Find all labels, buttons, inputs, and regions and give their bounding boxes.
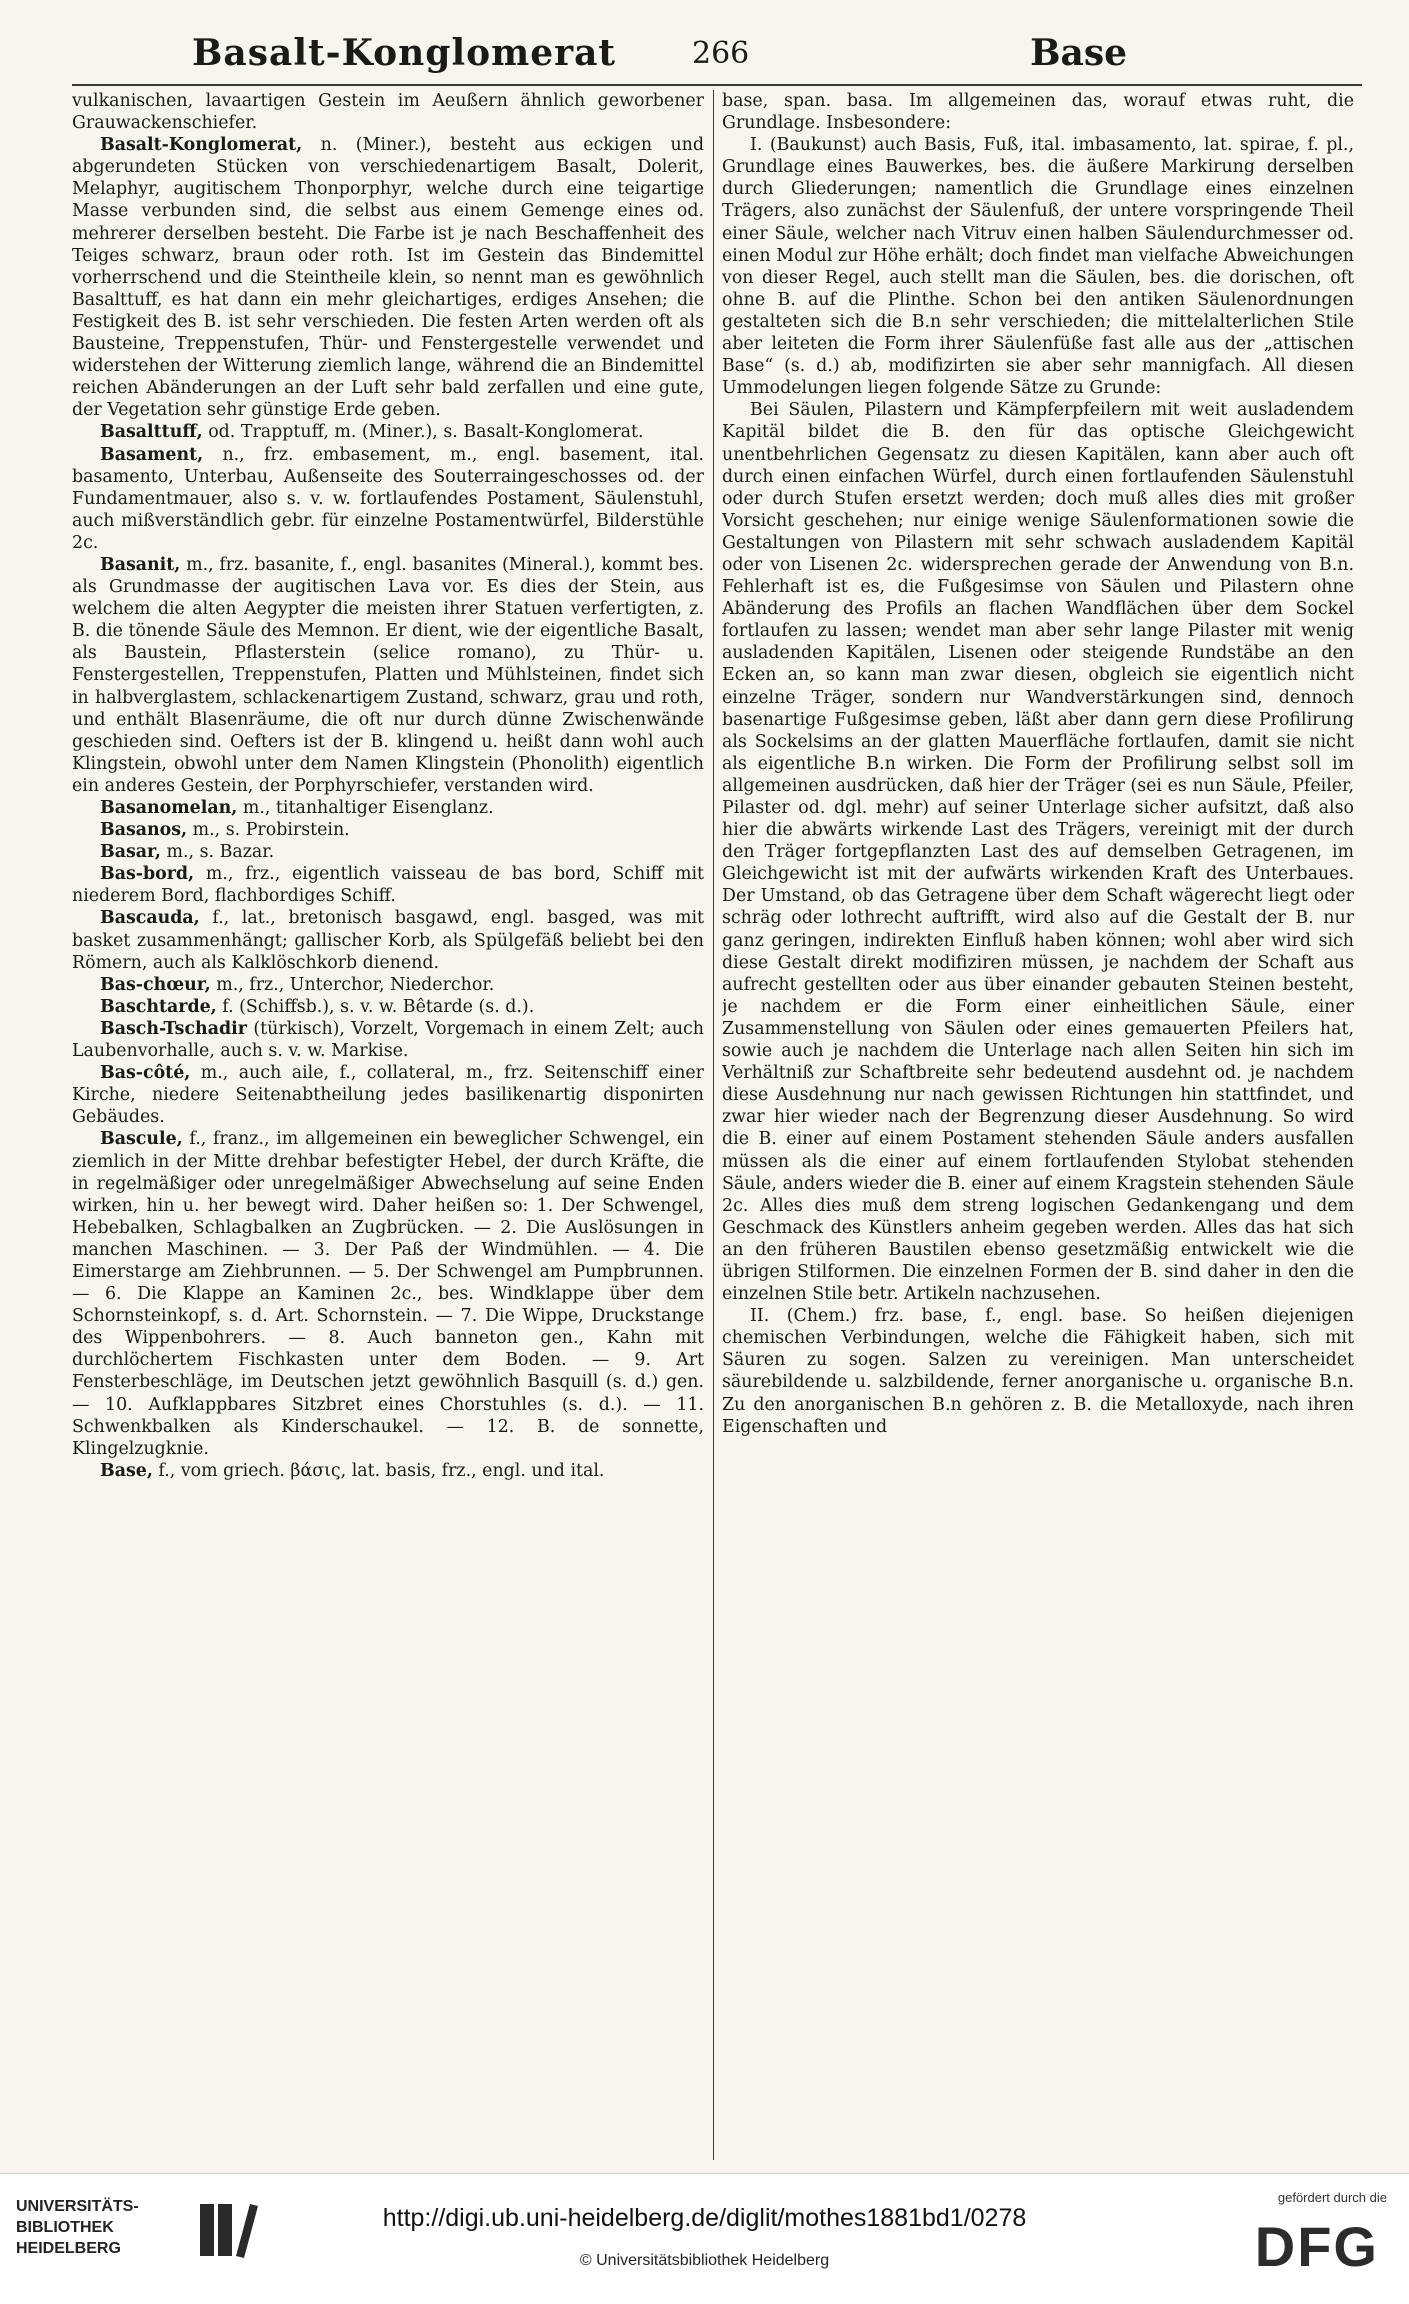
entry-text: f., lat., bretonisch basgawd, engl. basged, was mit basket zusammenhängt; gallischer Korb, als Spülgefäß beliebt bei den Römern, auch als Kalklöschkorb dienend. bbox=[72, 908, 704, 973]
entry-headword: Bascule, bbox=[100, 1129, 183, 1150]
funding-note: gefördert durch die bbox=[1277, 2190, 1387, 2205]
entry-text: f. (Schiffsb.), s. v. w. Bêtarde (s. d.). bbox=[216, 996, 535, 1017]
entry-text: m., auch aile, f., collateral, m., frz. Seitenschiff einer Kirche, niedere Seitenabtheilung jedes basilikenartig disponirten Gebäudes. bbox=[72, 1063, 704, 1128]
body-paragraph: II. (Chem.) frz. base, f., engl. base. So heißen diejenigen chemischen Verbindungen, welche die Fähigkeit haben, sich mit Säuren zu sogen. Salzen zu vereinigen. Man unterscheidet säurebildende u. salzbildende, ferner anorganische u. organische B.n. Zu den anorganischen B.n gehören z. B. die Metalloxyde, nach ihren Eigenschaften und bbox=[722, 1306, 1354, 1437]
library-name-line: BIBLIOTHEK bbox=[16, 2219, 114, 2236]
dictionary-entry bbox=[72, 1128, 704, 1459]
entry-headword: Bascauda, bbox=[100, 908, 200, 929]
entry-headword: Basanit, bbox=[100, 554, 181, 575]
dictionary-entry bbox=[72, 797, 704, 819]
entry-text: od. Trapptuff, m. (Miner.), s. Basalt-Konglomerat. bbox=[202, 422, 644, 443]
entry-headword: Basanos, bbox=[100, 820, 188, 841]
column-divider bbox=[713, 90, 714, 2160]
dictionary-entry bbox=[72, 1062, 704, 1128]
dfg-logo: DFG bbox=[1254, 2215, 1379, 2278]
entry-text: f., vom griech. βάσις, lat. basis, frz., engl. und ital. bbox=[152, 1460, 605, 1481]
continued-text: base, span. basa. Im allgemeinen das, worauf etwas ruht, die Grundlage. Insbesondere: bbox=[722, 91, 1354, 134]
entry-headword: Basament, bbox=[100, 444, 204, 465]
dictionary-entry bbox=[72, 841, 704, 863]
digitization-footer bbox=[0, 2173, 1409, 2304]
dictionary-entry bbox=[72, 863, 704, 907]
dictionary-entry bbox=[72, 134, 704, 421]
entry-text: m., frz., Unterchor, Niederchor. bbox=[210, 974, 495, 995]
entry-text: m., s. Bazar. bbox=[160, 842, 275, 863]
entry-headword: Baschtarde, bbox=[100, 996, 217, 1017]
dictionary-entry bbox=[72, 974, 704, 996]
entry-text: m., frz., eigentlich vaisseau de bas bord, Schiff mit niederem Bord, flachbordiges Schiff. bbox=[72, 864, 704, 907]
body-paragraph: I. (Baukunst) auch Basis, Fuß, ital. imbasamento, lat. spirae, f. pl., Grundlage eines Bauwerkes, bes. die äußere Markirung derselben durch Gliederungen; namentlich die Grundlage eines einzelnen Trägers, also zunächst der Säulenfuß, der untere vorspringende Theil einer Säule, welcher nach Vitruv einen halben Säulendurchmesser od. einen Modul zur Höhe erhält; doch findet man vielfache Abweichungen von dieser Regel, auch stellt man die Säulen, bes. die dorischen, oft ohne B. auf die Plinthe. Schon bei den antiken Säulenordnungen gestalteten sich die B.n sehr verschieden; die mittelalterlichen Stile aber leiteten die Form ihrer Säulenfüße fast alle aus der „attischen Base“ (s. d.) ab, modifizirten sie aber sehr mannigfach. All diesen Ummodelungen liegen folgende Sätze zu Grunde: bbox=[722, 135, 1354, 399]
page-number: 266 bbox=[692, 36, 750, 71]
entry-text: n., frz. embasement, m., engl. basement, ital. basamento, Unterbau, Außenseite des Souterraingeschosses od. der Fundamentmauer, also s. v. w. fortlaufendes Postament, Säulenstuhl, auch mißverständlich gebr. für einzelne Postamentwürfel, Bilderstühle 2c. bbox=[72, 444, 704, 553]
entry-headword: Base, bbox=[100, 1460, 153, 1481]
entry-headword: Basanomelan, bbox=[100, 798, 238, 818]
dictionary-entry bbox=[72, 421, 704, 443]
dictionary-entry bbox=[72, 554, 704, 797]
entry-headword: Basalttuff, bbox=[100, 422, 203, 443]
running-head-left: Basalt-Konglomerat bbox=[192, 32, 617, 74]
dictionary-entry bbox=[72, 1460, 704, 1482]
entry-headword: Basalt-Konglomerat, bbox=[100, 135, 303, 156]
dictionary-entry bbox=[72, 1018, 704, 1062]
page-header bbox=[72, 20, 1362, 86]
left-column bbox=[72, 90, 704, 2160]
entry-text: n. (Miner.), besteht aus eckigen und abgerundeten Stücken von verschiedenartigem Basalt, Dolerit, Melaphyr, augitischem Thonporphyr, welche durch eine teigartige Masse verbunden sind, die selbst aus einem Gemenge eines od. mehrerer derselben besteht. Die Farbe ist je nach Beschaffenheit des Teiges schwarz, braun oder roth. Ist im Gestein das Bindemittel vorherrschend und die Steintheile klein, so nennt man es gewöhnlich Basalttuff, es hat dann ein mehr gleichartiges, erdiges Ansehen; die Festigkeit des B. ist sehr verschieden. Die festen Arten werden oft als Bausteine, Treppenstufen, Thür- und Fenstergestelle verwendet und widerstehen der Witterung ziemlich lange, während die an Bindemittel reichen Abänderungen an der Luft sehr bald zerfallen und eine gute, der Vegetation sehr günstige Erde geben. bbox=[72, 135, 704, 421]
entry-text: m., frz. basanite, f., engl. basanites (Mineral.), kommt bes. als Grundmasse der augitischen Lava vor. Es dies der Stein, aus welchem die alten Aegypter die meisten ihrer Statuen verfertigten, z. B. die tönende Säule des Memnon. Er dient, wie der eigentliche Basalt, als Baustein, Pflasterstein (selice romano), zu Thür- u. Fenstergestellen, Treppenstufen, Platten und Mühlsteinen, findet sich in halbverglastem, schlackenartigem Zustand, schwarz, grau und roth, und enthält Blasenräume, die oft nur durch dünne Zwischenwände geschieden sind. Oefters ist der B. klingend u. heißt dann wohl auch Klingstein, obwohl unter dem Namen Klingstein (Phonolith) eigentlich ein anderes Gestein, der Porphyrschiefer, verstanden wird. bbox=[72, 554, 704, 796]
copyright-notice: © Universitätsbibliothek Heidelberg bbox=[579, 2252, 830, 2269]
right-column bbox=[722, 90, 1354, 2160]
running-head-right: Base bbox=[1030, 32, 1127, 74]
dictionary-page bbox=[72, 20, 1362, 2160]
entry-text: f., franz., im allgemeinen ein beweglicher Schwengel, ein ziemlich in der Mitte drehbar befestigter Hebel, der durch Kräfte, die in regelmäßiger oder unregelmäßiger Abwechselung auf seine Enden wirken, hin u. her bewegt wird. Daher heißen so: 1. Der Schwengel, Hebebalken, Schlagbalken an Zugbrücken. — 2. Die Auslösungen in manchen Maschinen. — 3. Der Paß der Windmühlen. — 4. Die Eimerstarge am Ziehbrunnen. — 5. Der Schwengel am Pumpbrunnen. — 6. Die Klappe an Kaminen 2c., bes. Windklappe über dem Schornsteinkopf, s. d. Art. Schornstein. — 7. Die Wippe, Druckstange des Wippenbohrers. — 8. Auch banneton gen., Kahn mit durchlöchertem Fischkasten unter dem Boden. — 9. Art Fensterbeschläge, im Deutschen jetzt gewöhnlich Basquill (s. d.) gen. — 10. Aufklappbares Sitzbret eines Chorstuhles (s. d.). — 11. Schwenkbalken als Kinderschaukel. — 12. B. de sonnette, Klingelzugknie. bbox=[72, 1129, 704, 1459]
entry-text: m., titanhaltiger Eisenglanz. bbox=[237, 798, 494, 818]
library-name-line: UNIVERSITÄTS- bbox=[16, 2198, 139, 2215]
dictionary-entry bbox=[72, 819, 704, 841]
dictionary-entry bbox=[72, 444, 704, 554]
entry-headword: Bas-chœur, bbox=[100, 974, 211, 995]
entry-headword: Bas-côté, bbox=[100, 1063, 191, 1084]
permalink-url[interactable]: http://digi.ub.uni-heidelberg.de/diglit/mothes1881bd1/0278 bbox=[382, 2204, 1027, 2232]
dictionary-entry bbox=[72, 907, 704, 973]
entry-headword: Bas-bord, bbox=[100, 864, 195, 885]
entry-text: m., s. Probirstein. bbox=[187, 820, 350, 841]
continued-text: vulkanischen, lavaartigen Gestein im Aeußern ähnlich geworbener Grauwackenschiefer. bbox=[72, 91, 704, 134]
entry-headword: Basar, bbox=[100, 842, 161, 863]
entry-text: (türkisch), Vorzelt, Vorgemach in einem Zelt; auch Laubenvorhalle, auch s. v. w. Markise. bbox=[72, 1018, 704, 1062]
entry-headword: Basch-Tschadir bbox=[100, 1018, 247, 1039]
dictionary-entry bbox=[72, 996, 704, 1018]
library-name-line: HEIDELBERG bbox=[16, 2240, 121, 2257]
body-paragraph: Bei Säulen, Pilastern und Kämpferpfeilern mit weit ausladendem Kapitäl bildet die B. den für das optische Gleichgewicht unentbehrlichen Gegensatz zu diesen Kapitälen, kann aber auch oft durch einen einfachen Würfel, durch einen fortlaufenden Säulenstuhl oder durch Stufen ersetzt werden; doch muß alles dies mit großer Vorsicht geschehen; nur einige wenige Säulenformationen sowie die Gestaltungen von Pilastern mit sehr schwach ausladendem Kapitäl oder von Lisenen 2c. widersprechen gerade der Anwendung von B.n. Fehlerhaft ist es, die Fußgesimse von Säulen und Pilastern ohne Abänderung des Profils an flachen Wandflächen über dem Sockel fortlaufen zu lassen; wendet man aber sehr lange Pilaster mit wenig ausladenden Kapitälen, Lisenen oder steigende Rundstäbe an den Ecken an, so kann man zwar diesen, obgleich sie eigentlich nicht einzelne Träger, sondern nur Wandverstärkungen sind, dennoch basenartige Fußgesimse geben, läßt aber dann gern diese Profilirung als Sockelsims an der glatten Mauerfläche fortlaufen, damit sie nicht als eigentliche B.n wirken. Die Form der Profilirung selbst soll im allgemeinen ausdrücken, daß hier der Träger (sei es nun Säule, Pfeiler, Pilaster od. dgl. mehr) auf seiner Unterlage sicher aufsitzt, daß also hier die abwärts wirkende Last des Trägers, vereinigt mit der durch den Träger fortgepflanzten Last des auf demselben Getragenen, im Gleichgewicht ist mit der aufwärts wirkenden Kraft des Unterbaues. Der Umstand, ob das Getragene über dem Schaft wägerecht liegt oder schräg oder lothrecht auftrifft, wird also auf die Gestalt der B. nur ganz geringen, indirekten Einfluß haben können; wohl aber wird sich diese Gestalt direkt modifiziren müssen, je nachdem der Schaft aus aufrecht gestellten oder aus über einander gebauten Steinen besteht, je nachdem er die Form einer einheitlichen Säule, einer Zusammenstellung von Säulen oder eines gemauerten Pfeilers hat, sowie auch je nachdem die Unterlage nach allen Seiten hin sich im Verhältniß zur Schaftbreite sehr bedeutend ausdehnt od. je nachdem diese Ausdehnung nur nach gewissen Richtungen hin stattfindet, und zwar hier wieder nach der Begrenzung dieser Ausdehnung. So wird die B. einer auf einem Postament stehenden Säule anders ausfallen müssen als die einer auf einem fortlaufenden Stylobat stehenden Säule, anders wieder die B. einer auf einem Kragstein stehenden Säule 2c. Alles dies muß dem streng logischen Gedankengang und dem Geschmack des Künstlers anheim gegeben werden. Alles das hat sich an den früheren Baustilen ebenso gesetzmäßig entwickelt wie die übrigen Stilformen. Die einzelnen Formen der B. sind daher in den die einzelnen Stile betr. Artikeln nachzusehen. bbox=[722, 400, 1354, 1305]
